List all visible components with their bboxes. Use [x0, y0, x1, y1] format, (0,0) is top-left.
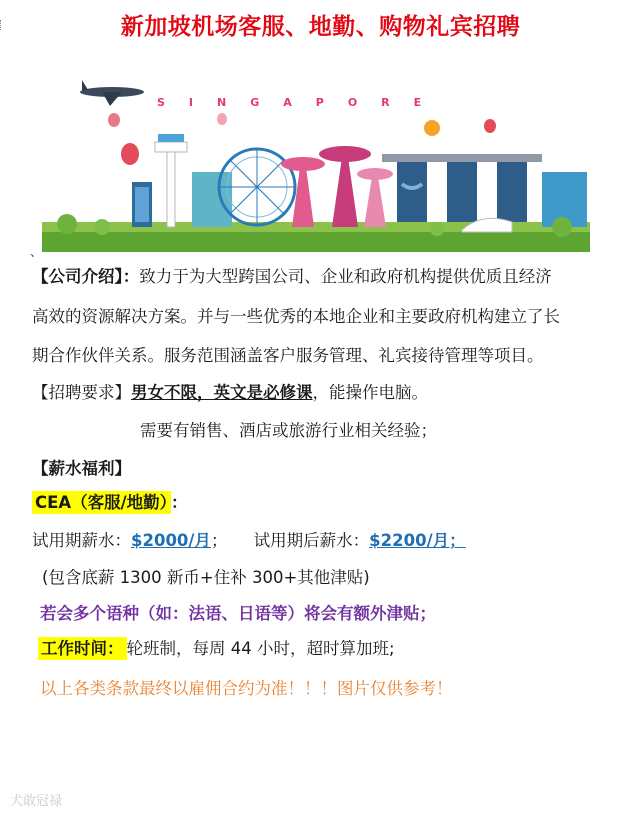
salary-note: (包含底薪 1300 新币+住补 300+其他津贴) [42, 568, 370, 587]
trial-value: $2000/月 [131, 531, 211, 550]
watermark: 犬敢冠禄 [10, 794, 63, 809]
company-label: 【公司介绍】： [32, 267, 140, 286]
trial-separator: ； [210, 531, 228, 550]
cea-highlight: CEA（客服/地勤） [32, 491, 171, 514]
hours-label: 工作时间： [38, 637, 127, 660]
hours-value: 轮班制，每周 44 小时，超时算加班; [126, 639, 395, 658]
requirements-line-1 [32, 382, 428, 404]
working-hours [38, 638, 395, 660]
edge-marker [0, 20, 4, 30]
company-intro-line-1 [32, 266, 552, 288]
requirements-line-2: 需要有销售、酒店或旅游行业相关经验； [140, 421, 437, 440]
requirements-label: 【招聘要求】 [32, 383, 131, 402]
cea-heading [32, 492, 187, 514]
marina-bay-sands-icon [382, 154, 542, 222]
after-label: 试用期后薪水： [253, 531, 370, 550]
singapore-banner [42, 72, 590, 252]
language-bonus: 若会多个语种（如：法语、日语等）将会有额外津贴； [40, 604, 436, 623]
airplane-icon [80, 80, 144, 106]
banner-city-word: SINGAPORE [157, 96, 446, 109]
disclaimer: 以上各类条款最终以雇佣合约为准！！！图片仅供参考！ [40, 679, 453, 698]
requirements-bold: 男女不限，英文是必修课 [131, 383, 313, 402]
cea-colon: ： [170, 493, 188, 512]
company-text-1: 致力于为大型跨国公司、企业和政府机构提供优质且经济 [139, 267, 552, 286]
salary-label: 【薪水福利】 [32, 459, 131, 478]
after-value: $2200/月； [369, 531, 466, 550]
requirements-rest: ，能操作电脑。 [312, 383, 428, 402]
page-title: 新加坡机场客服、地勤、购物礼宾招聘 [120, 14, 521, 40]
salary-line [32, 530, 466, 552]
company-intro-line-3: 期合作伙伴关系。服务范围涵盖客户服务管理、礼宾接待管理等项目。 [32, 346, 544, 365]
company-intro-line-2: 高效的资源解决方案。并与一些优秀的本地企业和主要政府机构建立了长 [32, 307, 560, 326]
ferris-wheel-icon [219, 149, 295, 225]
stray-mark: 、 [30, 245, 43, 259]
supertree-icon [281, 146, 393, 227]
trial-label: 试用期薪水： [32, 531, 131, 550]
